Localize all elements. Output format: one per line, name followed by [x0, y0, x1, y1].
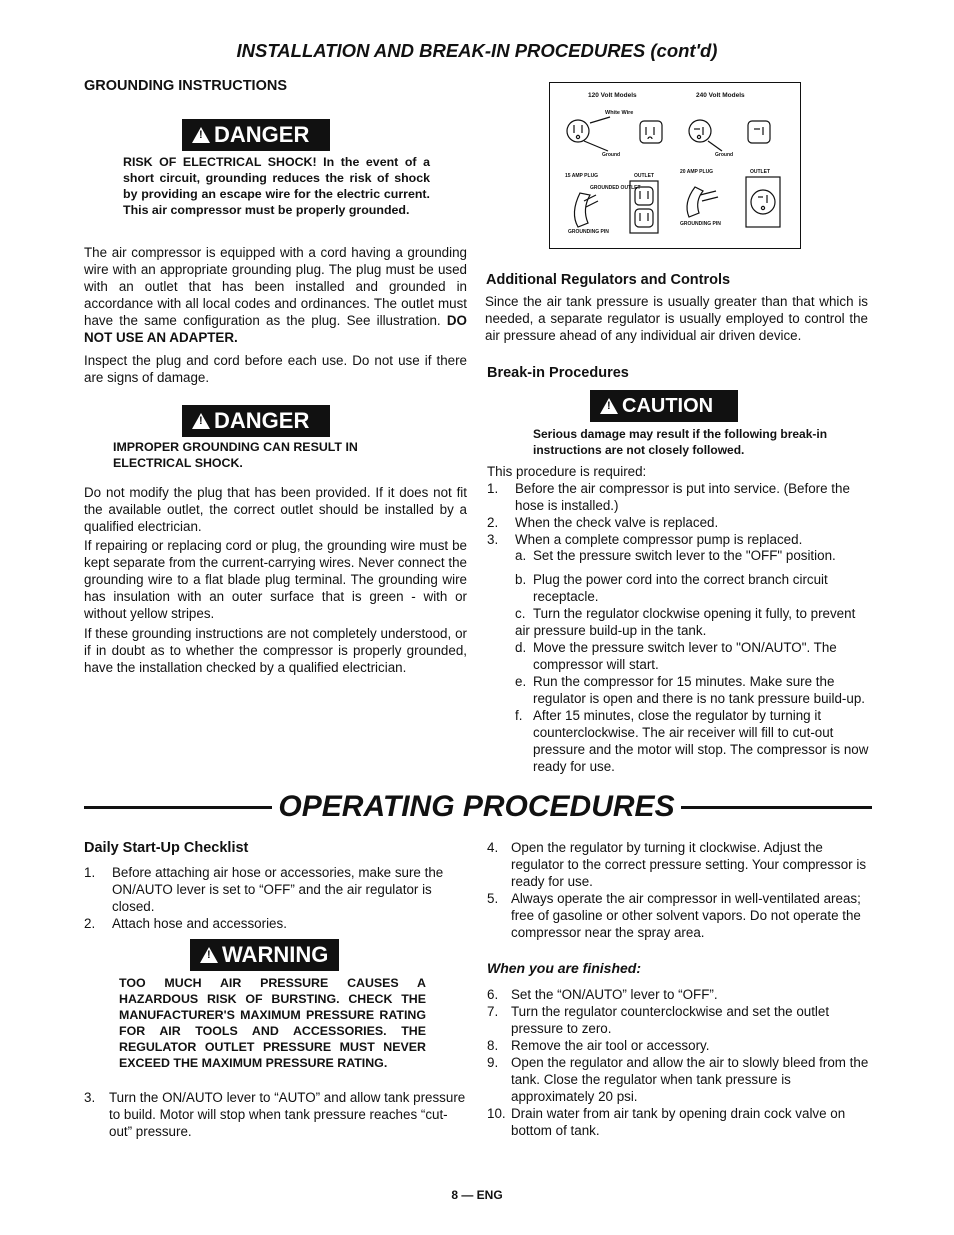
label-120-volt: 120 Volt Models — [588, 92, 637, 99]
danger-banner-1 — [182, 119, 330, 151]
label-20-amp-plug: 20 AMP PLUG — [680, 169, 714, 175]
label-15-amp-plug: 15 AMP PLUG — [565, 173, 599, 179]
finished-step-10: 10. Drain water from air tank by opening drain cock valve on bottom of tank. — [487, 1106, 846, 1138]
outlet-240 — [748, 121, 770, 143]
checklist-steps-left — [84, 864, 467, 932]
label-ground-a: Ground — [602, 152, 621, 158]
caution-triangle-icon — [600, 398, 618, 414]
breakin-substep-c: c. Turn the regulator clockwise opening it fully, to prevent air pressure build-up in the tank. — [515, 606, 856, 638]
plug-20-amp — [687, 187, 703, 217]
plug-diagram-svg — [550, 83, 799, 247]
warning-text: TOO MUCH AIR PRESSURE CAUSES A HAZARDOUS RISK OF BURSTING. CHECK THE MANUFACTURER'S MAXIMUM PRESSURE RATING FOR AIR TOOLS AND ACCESSORIES. THE REGULATOR OUTLET PRESSURE MUST NEVER EXCEED THE MAXIMUM PRESSURE RATING. — [119, 976, 426, 1070]
regulators-heading: Additional Regulators and Controls — [486, 272, 731, 288]
warning-banner — [190, 939, 339, 971]
label-grounding-pin-b: GROUNDING PIN — [680, 221, 721, 227]
plug-15-amp — [574, 193, 590, 227]
breakin-substep-d: d. Move the pressure switch lever to "ON/AUTO". The compressor will start. — [515, 640, 837, 672]
breakin-intro: This procedure is required: — [487, 464, 647, 479]
label-grounded-outlet: GROUNDED OUTLET — [590, 185, 641, 191]
breakin-step-3: 3. When a complete compressor pump is replaced. — [487, 532, 803, 547]
breakin-substep-e: e. Run the compressor for 15 minutes. Make sure the regulator is open and there is no tank pressure build-up. — [515, 674, 865, 706]
checklist-step-4: 4. Open the regulator by turning it clockwise. Adjust the regulator to the correct pressure setting. Your compressor is ready for use. — [487, 840, 867, 889]
caution-text: Serious damage may result if the following break-in instructions are not closely followed. — [533, 427, 828, 457]
section-header: INSTALLATION AND BREAK-IN PROCEDURES (cont'd) — [236, 40, 718, 61]
grounding-paragraph-1-text: The air compressor is equipped with a cord having a grounding wire with an appropriate grounding plug. The plug must be used with an outlet that has been installed and grounded in accordance with all local codes and ordinances. The outlet must have the same configuration as the plug. See illustration. — [84, 245, 467, 328]
label-ground-b: Ground — [715, 152, 734, 158]
warning-triangle-icon — [200, 947, 218, 963]
grounding-paragraph-3: Do not modify the plug that has been provided. If it does not fit the available outlet, the correct outlet should be installed by a qualified electrician. — [84, 485, 467, 534]
no-adapter-warning: DO NOT USE AN ADAPTER. — [84, 313, 467, 345]
breakin-substeps — [515, 547, 871, 775]
checklist-step-3: 3. Turn the ON/AUTO lever to “AUTO” and allow tank pressure to build. Motor will stop when tank pressure reaches “cut-out” pressure. — [84, 1090, 466, 1139]
plug-outlet-illustration — [549, 82, 801, 249]
danger-banner-2 — [182, 405, 330, 437]
danger-text-2: IMPROPER GROUNDING CAN RESULT IN ELECTRICAL SHOCK. — [113, 440, 358, 470]
breakin-heading: Break-in Procedures — [487, 365, 629, 381]
danger-text-1: RISK OF ELECTRICAL SHOCK! In the event of a short circuit, grounding reduces the risk of shock by providing an escape wire for the electric current. This air compressor must be properly grounded. — [123, 155, 430, 217]
warning-label: WARNING — [222, 942, 329, 967]
danger-label-1: DANGER — [214, 122, 310, 147]
label-240-volt: 240 Volt Models — [696, 92, 745, 99]
grounding-paragraph-1 — [84, 244, 467, 346]
breakin-substep-a: a. Set the pressure switch lever to the "OFF" position. — [515, 548, 836, 563]
finished-step-8: 8. Remove the air tool or accessory. — [487, 1038, 710, 1053]
caution-banner — [590, 390, 738, 422]
checklist-heading: Daily Start-Up Checklist — [84, 840, 249, 856]
checklist-step-5: 5. Always operate the air compressor in well-ventilated areas; free of gasoline or other solvent vapors. Do not operate the compressor near the spray area. — [487, 891, 861, 940]
warning-triangle-icon — [192, 127, 210, 143]
grounding-paragraph-4: If repairing or replacing cord or plug, the grounding wire must be kept separate from the current-carrying wires. Never connect the grounding wire to a flat blade plug terminal. The grounding wire has insulation with an outer surface that is green - with or without yellow stripes. — [84, 538, 467, 621]
checklist-steps-right — [487, 839, 870, 941]
page-number: 8 — ENG — [451, 1188, 503, 1202]
title-rule-left — [84, 806, 272, 809]
checklist-step-2: 2. Attach hose and accessories. — [84, 916, 287, 931]
finished-heading: When you are finished: — [487, 960, 642, 976]
label-grounding-pin-a: GROUNDING PIN — [568, 229, 609, 235]
breakin-substep-b: b. Plug the power cord into the correct branch circuit receptacle. — [515, 572, 828, 604]
operating-title: OPERATING PROCEDURES — [278, 790, 675, 823]
outlet-120 — [640, 121, 662, 143]
finished-steps — [487, 986, 870, 1139]
checklist-step-3-list — [84, 1089, 467, 1140]
regulators-text: Since the air tank pressure is usually greater than that which is needed, a separate regulator is usually employed to control the air pressure ahead of any individual air driven device. — [485, 294, 868, 343]
label-outlet-b: OUTLET — [750, 169, 770, 175]
breakin-step-1: 1. Before the air compressor is put into service. (Before the hose is installed.) — [487, 481, 850, 513]
grounding-paragraph-2: Inspect the plug and cord before each use. Do not use if there are signs of damage. — [84, 353, 467, 385]
breakin-step-2: 2. When the check valve is replaced. — [487, 515, 719, 530]
warning-triangle-icon — [192, 413, 210, 429]
label-white-wire: White Wire — [605, 110, 634, 116]
breakin-substep-f: f. After 15 minutes, close the regulator by turning it counterclockwise. The air receiver will fill to cut-out pressure and the motor will stop. The compressor is now ready for use. — [515, 708, 869, 774]
grounding-heading: GROUNDING INSTRUCTIONS — [84, 78, 287, 94]
caution-label: CAUTION — [622, 395, 714, 417]
breakin-steps — [487, 480, 868, 548]
grounding-paragraph-5: If these grounding instructions are not completely understood, or if in doubt as to whether the compressor is properly grounded, have the installation checked by a qualified electrician. — [84, 626, 467, 675]
label-outlet-a: OUTLET — [634, 173, 654, 179]
finished-step-6: 6. Set the “ON/AUTO” lever to “OFF”. — [487, 987, 718, 1002]
title-rule-right — [681, 806, 872, 809]
checklist-step-1: 1. Before attaching air hose or accessories, make sure the ON/AUTO lever is set to “OFF” and the air regulator is closed. — [84, 865, 444, 914]
finished-step-7: 7. Turn the regulator counterclockwise and set the outlet pressure to zero. — [487, 1004, 830, 1036]
finished-step-9: 9. Open the regulator and allow the air to slowly bleed from the tank. Close the regulator when tank pressure is approximately 20 psi. — [487, 1055, 869, 1104]
danger-label-2: DANGER — [214, 408, 310, 433]
